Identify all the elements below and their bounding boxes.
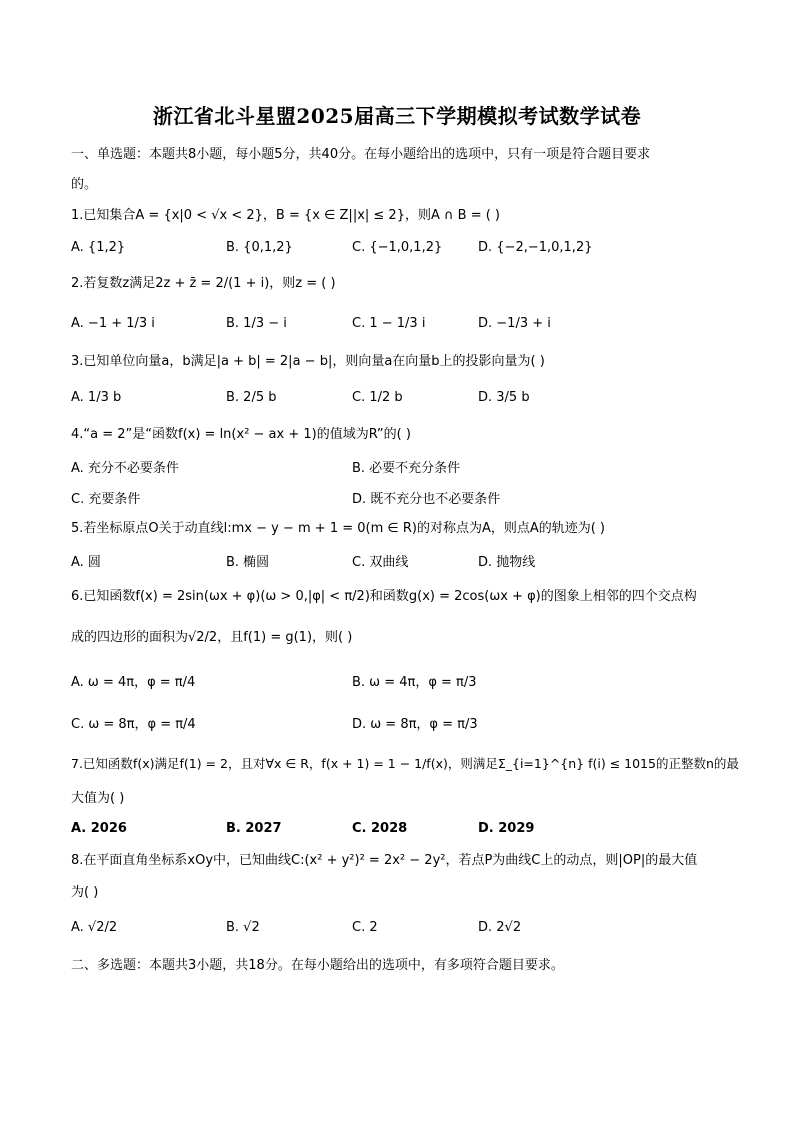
question-5-stem: 5.若坐标原点O关于动直线l:mx − y − m + 1 = 0(m ∈ R)的对称点为A，则点A的轨迹为( ) — [71, 521, 606, 536]
question-5-option-b: B. 椭圆 — [226, 555, 270, 570]
question-5-option-a: A. 圆 — [71, 555, 101, 570]
question-6-option-c: C. ω = 8π，φ = π/4 — [71, 717, 196, 732]
question-1-stem: 1.已知集合A = {x|0 < √x < 2}，B = {x ∈ Z||x| ≤ 2}，则A ∩ B = ( ) — [71, 208, 500, 223]
question-8-stem-line2: 为( ) — [71, 885, 99, 900]
question-8-option-a: A. √2/2 — [71, 920, 118, 935]
question-1-option-d: D. {−2,−1,0,1,2} — [478, 240, 593, 255]
question-3-stem: 3.已知单位向量a，b满足|a + b| = 2|a − b|，则向量a在向量b上的投影向量为( ) — [71, 354, 545, 369]
question-4-option-c: C. 充要条件 — [71, 492, 141, 507]
question-3-option-b: B. 2/5 b — [226, 390, 277, 405]
question-6-stem-line2: 成的四边形的面积为√2/2，且f(1) = g(1)，则( ) — [71, 630, 353, 645]
question-4-option-a: A. 充分不必要条件 — [71, 461, 179, 476]
question-2-stem: 2.若复数z满足2z + z̄ = 2/(1 + i)，则z = ( ) — [71, 276, 336, 291]
question-1-option-a: A. {1,2} — [71, 240, 126, 255]
question-8-option-c: C. 2 — [352, 920, 378, 935]
question-5-option-c: C. 双曲线 — [352, 555, 409, 570]
question-7-option-c: C. 2028 — [352, 821, 408, 836]
question-3-option-c: C. 1/2 b — [352, 390, 403, 405]
question-2-option-b: B. 1/3 − i — [226, 316, 287, 331]
question-2-option-d: D. −1/3 + i — [478, 316, 551, 331]
question-8-stem-line1: 8.在平面直角坐标系xOy中，已知曲线C:(x² + y²)² = 2x² − 2y²，若点P为曲线C上的动点，则|OP|的最大值 — [71, 853, 698, 868]
question-4-option-d: D. 既不充分也不必要条件 — [352, 492, 501, 507]
question-6-option-a: A. ω = 4π，φ = π/4 — [71, 675, 196, 690]
question-2-option-c: C. 1 − 1/3 i — [352, 316, 426, 331]
question-6-stem-line1: 6.已知函数f(x) = 2sin(ωx + φ)(ω > 0,|φ| < π/2)和函数g(x) = 2cos(ωx + φ)的图象上相邻的四个交点构 — [71, 589, 697, 604]
question-3-option-a: A. 1/3 b — [71, 390, 122, 405]
question-1-option-c: C. {−1,0,1,2} — [352, 240, 443, 255]
question-8-option-b: B. √2 — [226, 920, 260, 935]
exam-title: 浙江省北斗星盟2025届高三下学期模拟考试数学试卷 — [152, 104, 642, 128]
question-6-option-d: D. ω = 8π，φ = π/3 — [352, 717, 478, 732]
question-4-option-b: B. 必要不充分条件 — [352, 461, 461, 476]
question-4-stem: 4.“a = 2”是“函数f(x) = ln(x² − ax + 1)的值域为R”的( ) — [71, 427, 411, 442]
question-5-option-d: D. 抛物线 — [478, 555, 536, 570]
question-2-option-a: A. −1 + 1/3 i — [71, 316, 155, 331]
section2-header: 二、多选题：本题共3小题，共18分。在每小题给出的选项中，有多项符合题目要求。 — [71, 958, 564, 973]
question-7-option-b: B. 2027 — [226, 821, 282, 836]
question-7-option-a: A. 2026 — [71, 821, 127, 836]
question-7-stem-line2: 大值为( ) — [71, 791, 125, 806]
section1-header-line1: 一、单选题：本题共8小题，每小题5分，共40分。在每小题给出的选项中，只有一项是符合题目要求 — [71, 147, 651, 162]
question-7-stem-line1: 7.已知函数f(x)满足f(1) = 2，且对∀x ∈ R，f(x + 1) = 1 − 1/f(x)，则满足Σ_{i=1}^{n} f(i) ≤ 1015的正整数n的最 — [71, 756, 739, 771]
section1-header-line2: 的。 — [71, 177, 98, 192]
question-8-option-d: D. 2√2 — [478, 920, 522, 935]
question-7-option-d: D. 2029 — [478, 821, 535, 836]
question-3-option-d: D. 3/5 b — [478, 390, 530, 405]
question-6-option-b: B. ω = 4π，φ = π/3 — [352, 675, 477, 690]
question-1-option-b: B. {0,1,2} — [226, 240, 293, 255]
